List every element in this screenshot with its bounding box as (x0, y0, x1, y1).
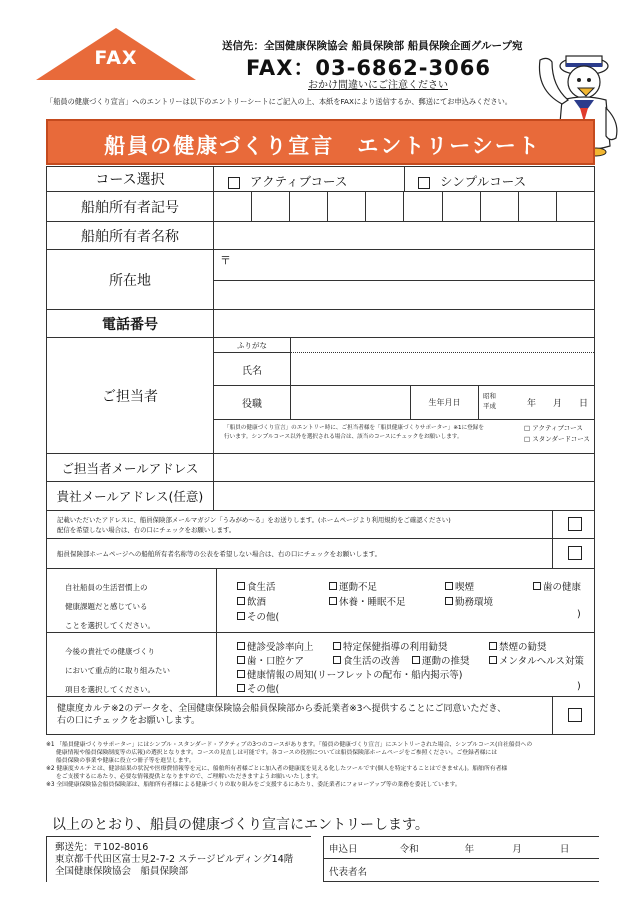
intro-text: 「船員の健康づくり宣言」へのエントリーは以下のエントリーシートにご記入の上、本紙をFAXにより送信するか、郵送にてお申込みください。 (46, 97, 512, 106)
focus-opt-oral[interactable]: 歯・口腔ケア (237, 653, 304, 667)
furigana-label: ふりがな (237, 340, 267, 350)
karte-consent-checkbox[interactable] (568, 708, 582, 722)
lifestyle-opt-drinking[interactable]: 飲酒 (237, 594, 266, 608)
focus-label-2: において重点的に取り組みたい (65, 666, 170, 675)
position-label: 役職 (242, 399, 262, 410)
sub-option-active[interactable]: □ アクティブコース (524, 424, 583, 432)
fax-number: FAX：03-6862-3066 (246, 56, 491, 80)
lifestyle-opt-sleep[interactable]: 休養・睡眠不足 (329, 594, 406, 608)
focus-opt-checkup[interactable]: 健診受診率向上 (237, 639, 314, 653)
birthdate-input[interactable] (479, 386, 594, 420)
contact-note: 「船員の健康づくり宣言」のエントリー時に、ご担当者様を「船員健康づくりサポーター」※1に登録を 行います。シンプルコース以外を選択される場合は、該当のコースにチェックをお願いします。 (224, 425, 484, 440)
footnotes (46, 741, 601, 789)
mailing-address (46, 836, 311, 882)
magazine-row (46, 511, 595, 539)
name-input[interactable] (291, 353, 594, 386)
apply-month: 月 (512, 844, 522, 855)
focus-opt-info[interactable]: 健康情報の周知(リーフレットの配布・船内掲示等) (237, 667, 462, 681)
focus-opt-mental[interactable]: メンタルヘルス対策 (489, 653, 584, 667)
birth-year-label: 年 (527, 399, 537, 409)
karte-line1: 健康度カルテ※2のデータを、全国健康保険協会船員保険部から委託業者※3へ提供することにご同意いただき、 (57, 704, 507, 714)
publish-text: 船員保険部ホームページへの船舶所有者名称等の公表を希望しない場合は、右の口にチェックをお願いします。 (57, 550, 382, 558)
fax-caution: おかけ間違いにご注意ください (308, 80, 448, 91)
send-to-text: 送信先：全国健康保険協会 船員保険部 船員保険企画グループ宛 (222, 40, 523, 52)
contact-email-input[interactable] (214, 454, 594, 481)
footnote-2b: をご支援するにあたり、必要な情報提供となりますので、ご理解いただきますようお願いいたします。 (56, 774, 323, 780)
focus-opt-quit-smoking[interactable]: 禁煙の勧奨 (489, 639, 547, 653)
apply-year: 年 (464, 844, 475, 855)
phone-label: 電話番号 (47, 310, 214, 337)
lifestyle-opt-exercise[interactable]: 運動不足 (329, 579, 377, 593)
course-label: コース選択 (47, 167, 214, 191)
era-heisei: 平成 (483, 402, 496, 410)
focus-label-1: 今後の貴社での健康づくり (65, 647, 155, 656)
fax-badge (36, 28, 196, 80)
course-active-checkbox[interactable] (228, 177, 240, 189)
footnote-1c: 船員保険の事業や健康に役立つ冊子等を進呈します。 (56, 758, 195, 764)
application-box (323, 836, 599, 882)
lifestyle-label-3: ことを選択してください。 (65, 621, 155, 630)
birthdate-label: 生年月日 (428, 398, 461, 407)
focus-row (46, 633, 595, 697)
name-label: 氏名 (242, 365, 262, 377)
era-showa: 昭和 (483, 392, 496, 400)
focus-label-3: 項目を選択してください。 (65, 685, 155, 694)
declaration-text: 以上のとおり、船員の健康づくり宣言にエントリーします。 (52, 817, 429, 833)
footnote-1a: ※1 「船員健康づくりサポーター」にはシンプル・スタンダード・アクティブの3つのコースがあります。「船員の健康づくり宣言」にエントリーされた場合、シンプルコース(自社船員への (46, 742, 533, 748)
focus-other-close: ) (577, 681, 581, 692)
course-simple-checkbox[interactable] (418, 177, 430, 189)
company-email-row (46, 482, 595, 511)
owner-name-input[interactable] (214, 222, 594, 249)
magazine-line1: 記載いただいたアドレスに、船員保険部メールマガジン「うみがめ～る」をお送りします。(ホームページより利用規約をご確認ください) (57, 516, 451, 524)
fax-badge-label: FAX (94, 47, 138, 69)
phone-input[interactable] (214, 310, 594, 337)
address-label: 所在地 (47, 250, 214, 309)
address-line-1: 郵送先：〒102-8016 (55, 842, 149, 853)
apply-day: 日 (559, 844, 570, 855)
company-email-input[interactable] (214, 482, 594, 510)
focus-opt-other[interactable]: その他( (237, 681, 279, 695)
owner-name-row (46, 222, 595, 250)
lifestyle-label-1: 自社船員の生活習慣上の (65, 583, 148, 592)
apply-date-label: 申込日 (329, 844, 358, 855)
page-title: 船員の健康づくり宣言 エントリーシート (104, 134, 541, 158)
publish-row (46, 539, 595, 569)
course-row (46, 166, 595, 192)
lifestyle-label-2: 健康課題だと感じている (65, 602, 148, 611)
birth-day-label: 日 (579, 399, 589, 409)
contact-label: ご担当者 (47, 338, 214, 453)
course-option-simple[interactable]: シンプルコース (418, 172, 526, 190)
focus-opt-exercise[interactable]: 運動の推奨 (412, 653, 470, 667)
position-input[interactable] (291, 386, 411, 420)
sub-option-standard[interactable]: □ スタンダードコース (524, 435, 590, 443)
karte-line2: 右の口にチェックをお願いします。 (57, 716, 201, 726)
lifestyle-opt-workplace[interactable]: 勤務環境 (445, 594, 493, 608)
owner-code-label: 船舶所有者記号 (47, 192, 214, 221)
lifestyle-opt-other[interactable]: その他( (237, 609, 279, 623)
company-email-label: 貴社メールアドレス(任意) (47, 482, 214, 510)
lifestyle-other-close: ) (577, 609, 581, 620)
magazine-line2: 配信を希望しない場合は、右の口にチェックをお願いします。 (57, 526, 236, 534)
karte-row (46, 697, 595, 735)
publish-optout-checkbox[interactable] (568, 546, 582, 560)
furigana-input[interactable] (291, 338, 594, 353)
lifestyle-row (46, 569, 595, 633)
address-row (46, 250, 595, 310)
address-input[interactable] (214, 250, 594, 309)
magazine-optout-checkbox[interactable] (568, 517, 582, 531)
lifestyle-opt-diet[interactable]: 食生活 (237, 579, 276, 593)
address-line-3: 全国健康保険協会 船員保険部 (55, 866, 189, 877)
footnote-2a: ※2 健康度カルテとは、健診結果の状況や医療費情報等を元に、船舶所有者様ごとに加入者の健康度を見える化したツールです(個人を特定することはできません)。船舶所有者様 (46, 766, 508, 772)
postal-mark: 〒 (220, 254, 231, 267)
owner-code-row (46, 192, 595, 222)
address-line-2: 東京都千代田区富士見2-7-2 ステージビルディング14階 (55, 854, 294, 865)
focus-opt-diet[interactable]: 食生活の改善 (333, 653, 400, 667)
entry-form (46, 166, 595, 735)
lifestyle-opt-dental[interactable]: 歯の健康 (533, 579, 581, 593)
course-option-active[interactable]: アクティブコース (228, 172, 347, 190)
lifestyle-opt-smoking[interactable]: 喫煙 (445, 579, 474, 593)
apply-era: 令和 (399, 844, 419, 855)
footnote-3: ※3 全国健康保険協会船員保険部は、船舶所有者様による健康づくりの取り組みをご支援するにあたり、委託業者にフォローアップ等の業務を委託しています。 (46, 782, 461, 788)
contact-email-row (46, 454, 595, 482)
birth-month-label: 月 (553, 399, 563, 409)
title-banner (46, 119, 595, 165)
owner-code-input[interactable] (214, 192, 594, 221)
contact-row (46, 338, 595, 454)
owner-name-label: 船舶所有者名称 (47, 222, 214, 249)
footnote-1b: 健康情報や船員保険制度等の広報)の選択となります。コースの見直しは可能です。各コースの役割については船員保険部ホームページをご参照ください。ご登録者様には (56, 750, 498, 756)
representative-label: 代表者名 (329, 867, 368, 878)
phone-row (46, 310, 595, 338)
contact-email-label: ご担当者メールアドレス (47, 454, 214, 481)
focus-opt-guidance[interactable]: 特定保健指導の利用勧奨 (333, 639, 448, 653)
